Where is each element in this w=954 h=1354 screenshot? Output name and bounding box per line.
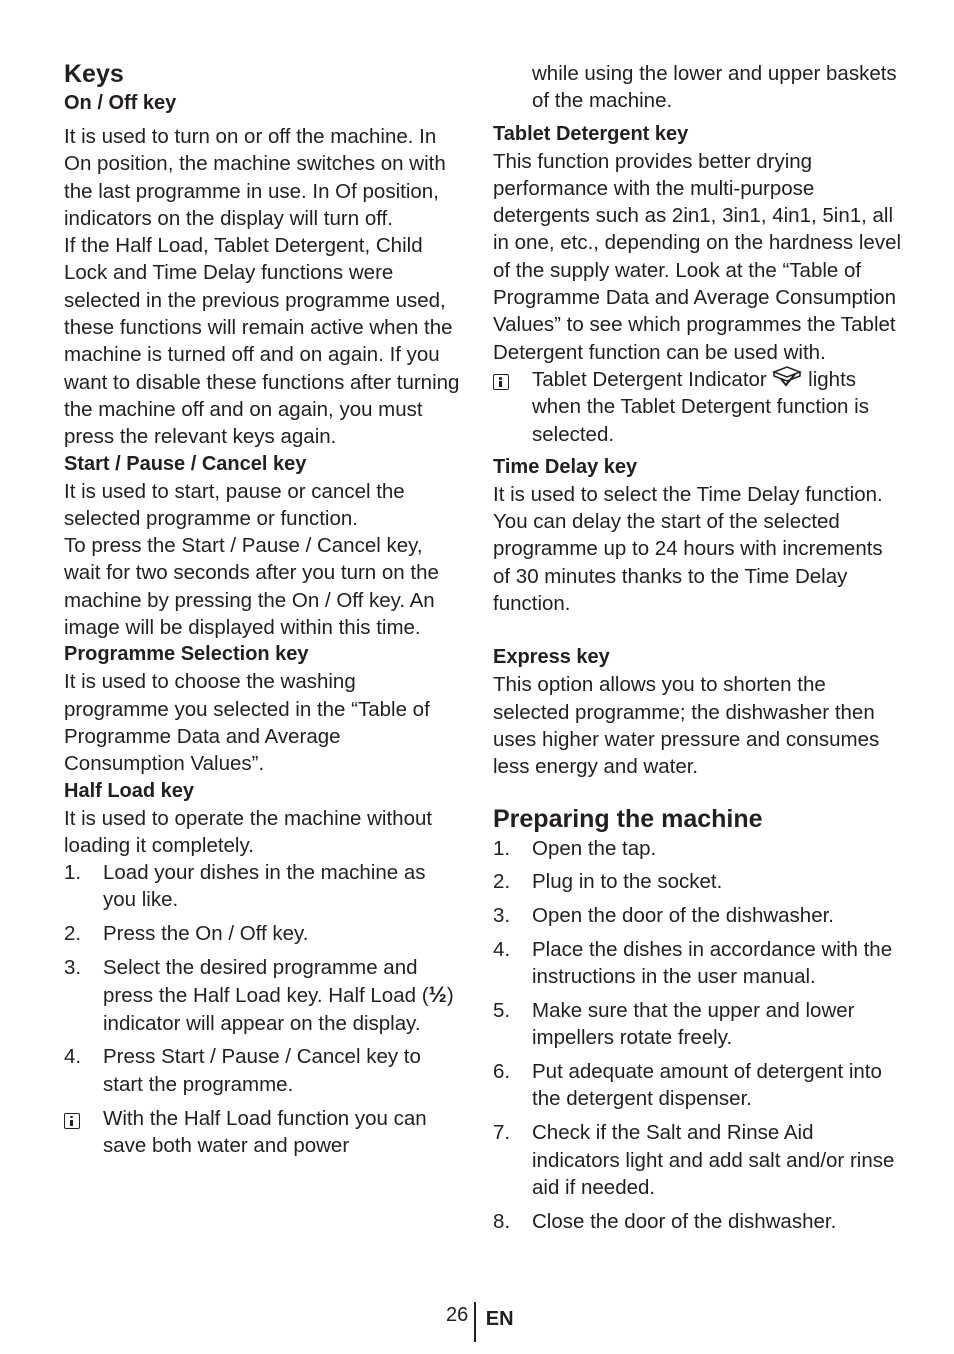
step-text: Check if the Salt and Rinse Aid indicators light and add salt and/or rinse aid if needed. (532, 1121, 895, 1199)
start-pause-paragraph-1: It is used to start, pause or cancel the selected programme or function. (64, 479, 405, 530)
step-text: Place the dishes in accordance with the instructions in the user manual. (532, 937, 893, 989)
preparing-machine-heading: Preparing the machine (493, 804, 763, 833)
step-number: 3. (64, 956, 82, 980)
step-number: 5. (493, 999, 511, 1023)
preparing-steps (493, 835, 903, 1235)
step-text: Open the door of the dishwasher. (532, 904, 835, 928)
half-load-note-continued: while using the lower and upper baskets of the machine. (532, 62, 897, 113)
step-number: 2. (64, 922, 82, 946)
half-load-symbol-icon: ½ (428, 982, 447, 1008)
list-item (493, 1208, 903, 1235)
list-item (493, 835, 903, 862)
list-item (493, 997, 903, 1052)
start-pause-paragraph-2: To press the Start / Pause / Cancel key, wait for two seconds after you turn on the machine by pressing the On / Off key. An image will be displayed within this time. (64, 534, 439, 640)
half-load-paragraph: It is used to operate the machine without loading it completely. (64, 806, 433, 857)
programme-selection-title: Programme Selection key (64, 643, 309, 666)
step-number: 8. (493, 1209, 511, 1233)
language-code: EN (485, 1308, 514, 1330)
step-text: Press Start / Pause / Cancel key to start the programme. (103, 1045, 421, 1096)
step-text: Plug in to the socket. (532, 870, 723, 894)
note-text-b: lights when the Tablet Detergent function is selected. (532, 367, 869, 446)
list-item (493, 936, 903, 991)
page-footer (446, 1302, 514, 1342)
express-paragraph: This option allows you to shorten the selected programme; the dishwasher then uses higher water pressure and consumes less energy and water. (493, 673, 880, 779)
step-text: Load your dishes in the machine as you like. (103, 861, 426, 912)
note-text: With the Half Load function you can save both water and power (103, 1106, 427, 1157)
step-number: 6. (493, 1060, 511, 1084)
list-item (493, 1119, 903, 1201)
page-number: 26 (446, 1304, 469, 1326)
step-text (103, 954, 464, 1037)
express-title: Express key (493, 646, 610, 669)
half-load-title: Half Load key (64, 779, 195, 802)
tablet-detergent-icon (772, 366, 802, 388)
list-item (493, 1058, 903, 1113)
step-number: 1. (64, 861, 82, 885)
half-load-steps (64, 859, 464, 1098)
on-off-paragraph-1: It is used to turn on or off the machine. In On position, the machine switches on with the last programme in use. In Of position, indicators on the display will turn off. (64, 125, 446, 230)
note-text-a: Tablet Detergent Indicator (532, 367, 767, 391)
keys-heading: Keys (64, 60, 124, 88)
list-item (64, 859, 464, 914)
step-number: 4. (493, 937, 511, 961)
step-text: Close the door of the dishwasher. (532, 1209, 837, 1233)
step-number: 4. (64, 1045, 82, 1069)
step-text: Open the tap. (532, 836, 657, 860)
list-item (64, 920, 464, 947)
programme-selection-paragraph: It is used to choose the washing programme you selected in the “Table of Programme Data and Average Consumption Values”. (64, 670, 430, 776)
time-delay-paragraph: It is used to select the Time Delay function. You can delay the start of the selected programme up to 24 hours with increments of 30 minutes thanks to the Time Delay function. (493, 482, 883, 616)
list-item (64, 954, 464, 1037)
info-icon (64, 1113, 80, 1129)
list-item (493, 902, 903, 929)
step-text: Put adequate amount of detergent into the detergent dispenser. (532, 1060, 882, 1111)
list-item (64, 1043, 464, 1098)
step-number: 1. (493, 836, 511, 860)
tablet-detergent-paragraph: This function provides better drying performance with the multi-purpose detergents such as 2in1, 3in1, 4in1, 5in1, all in one, etc., depending on the hardness level of the supply water. Look at the “Table of Programme Data and Average Consumption Values” to see which programmes the Tablet Detergent function can be used with. (493, 149, 902, 364)
start-pause-cancel-title: Start / Pause / Cancel key (64, 452, 307, 475)
step-text: Make sure that the upper and lower impellers rotate freely. (532, 999, 855, 1050)
info-icon (493, 374, 509, 390)
time-delay-title: Time Delay key (493, 455, 638, 478)
on-off-paragraph-2: If the Half Load, Tablet Detergent, Child Lock and Time Delay functions were selected in the previous programme used, these functions will remain active when the machine is turned off and on again. If you want to disable these functions after turning the machine off and on again, you must press the relevant keys again. (64, 234, 460, 449)
half-load-note (64, 1105, 464, 1160)
step-text: Press the On / Off key. (103, 922, 309, 946)
step-number: 3. (493, 904, 511, 928)
on-off-key-title: On / Off key (64, 92, 177, 114)
tablet-detergent-title: Tablet Detergent key (493, 122, 689, 145)
step-text-b: ) indicator will appear on the display. (103, 984, 454, 1035)
right-column (493, 60, 903, 1241)
list-item (493, 868, 903, 895)
tablet-detergent-note (493, 366, 903, 448)
step-text-a: Select the desired programme and press the Half Load key. Half Load ( (103, 956, 429, 1008)
step-number: 7. (493, 1121, 511, 1145)
step-number: 2. (493, 870, 511, 894)
left-column (64, 58, 464, 1159)
